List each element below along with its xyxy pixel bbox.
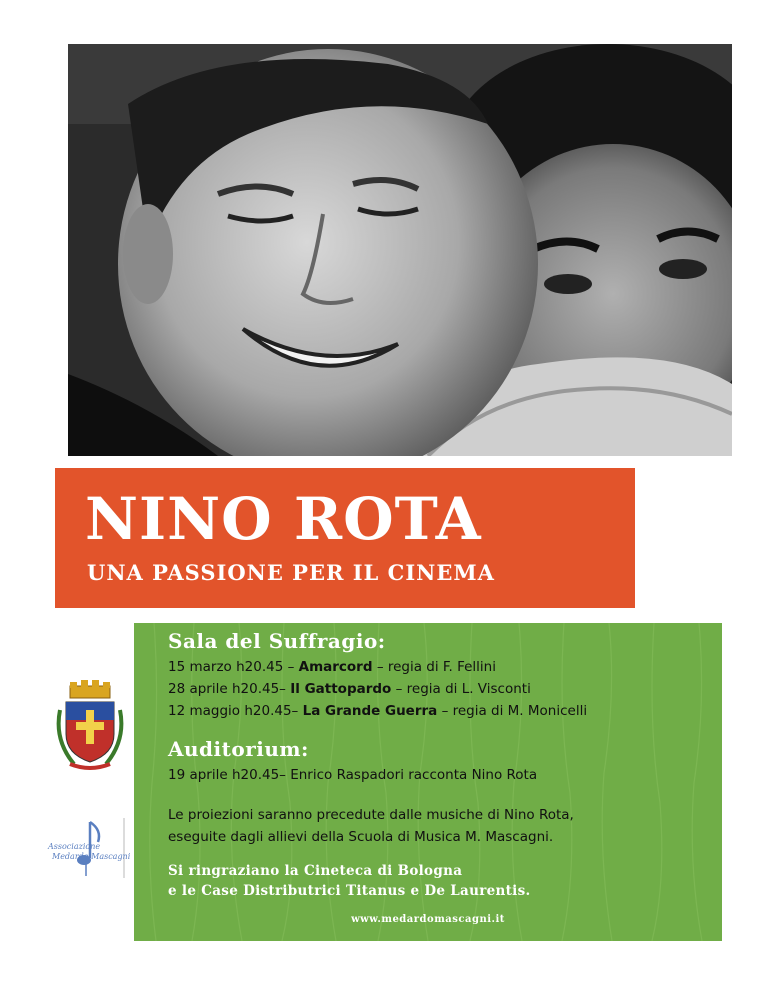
screening-description: Enrico Raspadori racconta Nino Rota bbox=[290, 767, 538, 783]
screening-row bbox=[168, 659, 496, 675]
municipal-crest-icon bbox=[52, 680, 128, 772]
notes-line-2: eseguite dagli allievi della Scuola di Musica M. Mascagni. bbox=[168, 829, 554, 845]
association-logo bbox=[46, 818, 131, 878]
screening-film: Amarcord bbox=[298, 659, 373, 675]
association-name-line1: Associazione bbox=[48, 842, 101, 851]
thanks-line-1: Si ringraziano la Cineteca di Bologna bbox=[168, 863, 463, 879]
screening-director: – regia di M. Monicelli bbox=[441, 703, 588, 719]
title-band bbox=[55, 468, 635, 608]
screening-film: Il Gattopardo bbox=[290, 681, 392, 697]
screening-row bbox=[168, 767, 537, 783]
screening-date: 12 maggio h20.45– bbox=[168, 703, 299, 719]
screening-row bbox=[168, 703, 587, 719]
screening-director: – regia di L. Visconti bbox=[395, 681, 531, 697]
screening-date: 15 marzo h20.45 – bbox=[168, 659, 295, 675]
website-link[interactable]: www.medardomascagni.it bbox=[351, 914, 505, 925]
screening-film: La Grande Guerra bbox=[302, 703, 438, 719]
portrait-photo bbox=[68, 44, 732, 456]
screening-date: 28 aprile h20.45– bbox=[168, 681, 286, 697]
association-name-line2: Medardo Mascagni bbox=[52, 852, 131, 861]
info-panel bbox=[134, 623, 722, 941]
venue-title-sala: Sala del Suffragio: bbox=[168, 629, 386, 653]
venue-title-auditorium: Auditorium: bbox=[168, 737, 309, 761]
screening-director: – regia di F. Fellini bbox=[376, 659, 496, 675]
screening-date: 19 aprile h20.45– bbox=[168, 767, 286, 783]
photo-illustration bbox=[68, 44, 732, 456]
poster-subtitle: UNA PASSIONE PER IL CINEMA bbox=[87, 560, 495, 585]
screening-row bbox=[168, 681, 531, 697]
poster-title: NINO ROTA bbox=[85, 485, 482, 553]
notes-line-1: Le proiezioni saranno precedute dalle musiche di Nino Rota, bbox=[168, 807, 574, 823]
thanks-line-2: e le Case Distributrici Titanus e De Laurentis. bbox=[168, 883, 531, 899]
